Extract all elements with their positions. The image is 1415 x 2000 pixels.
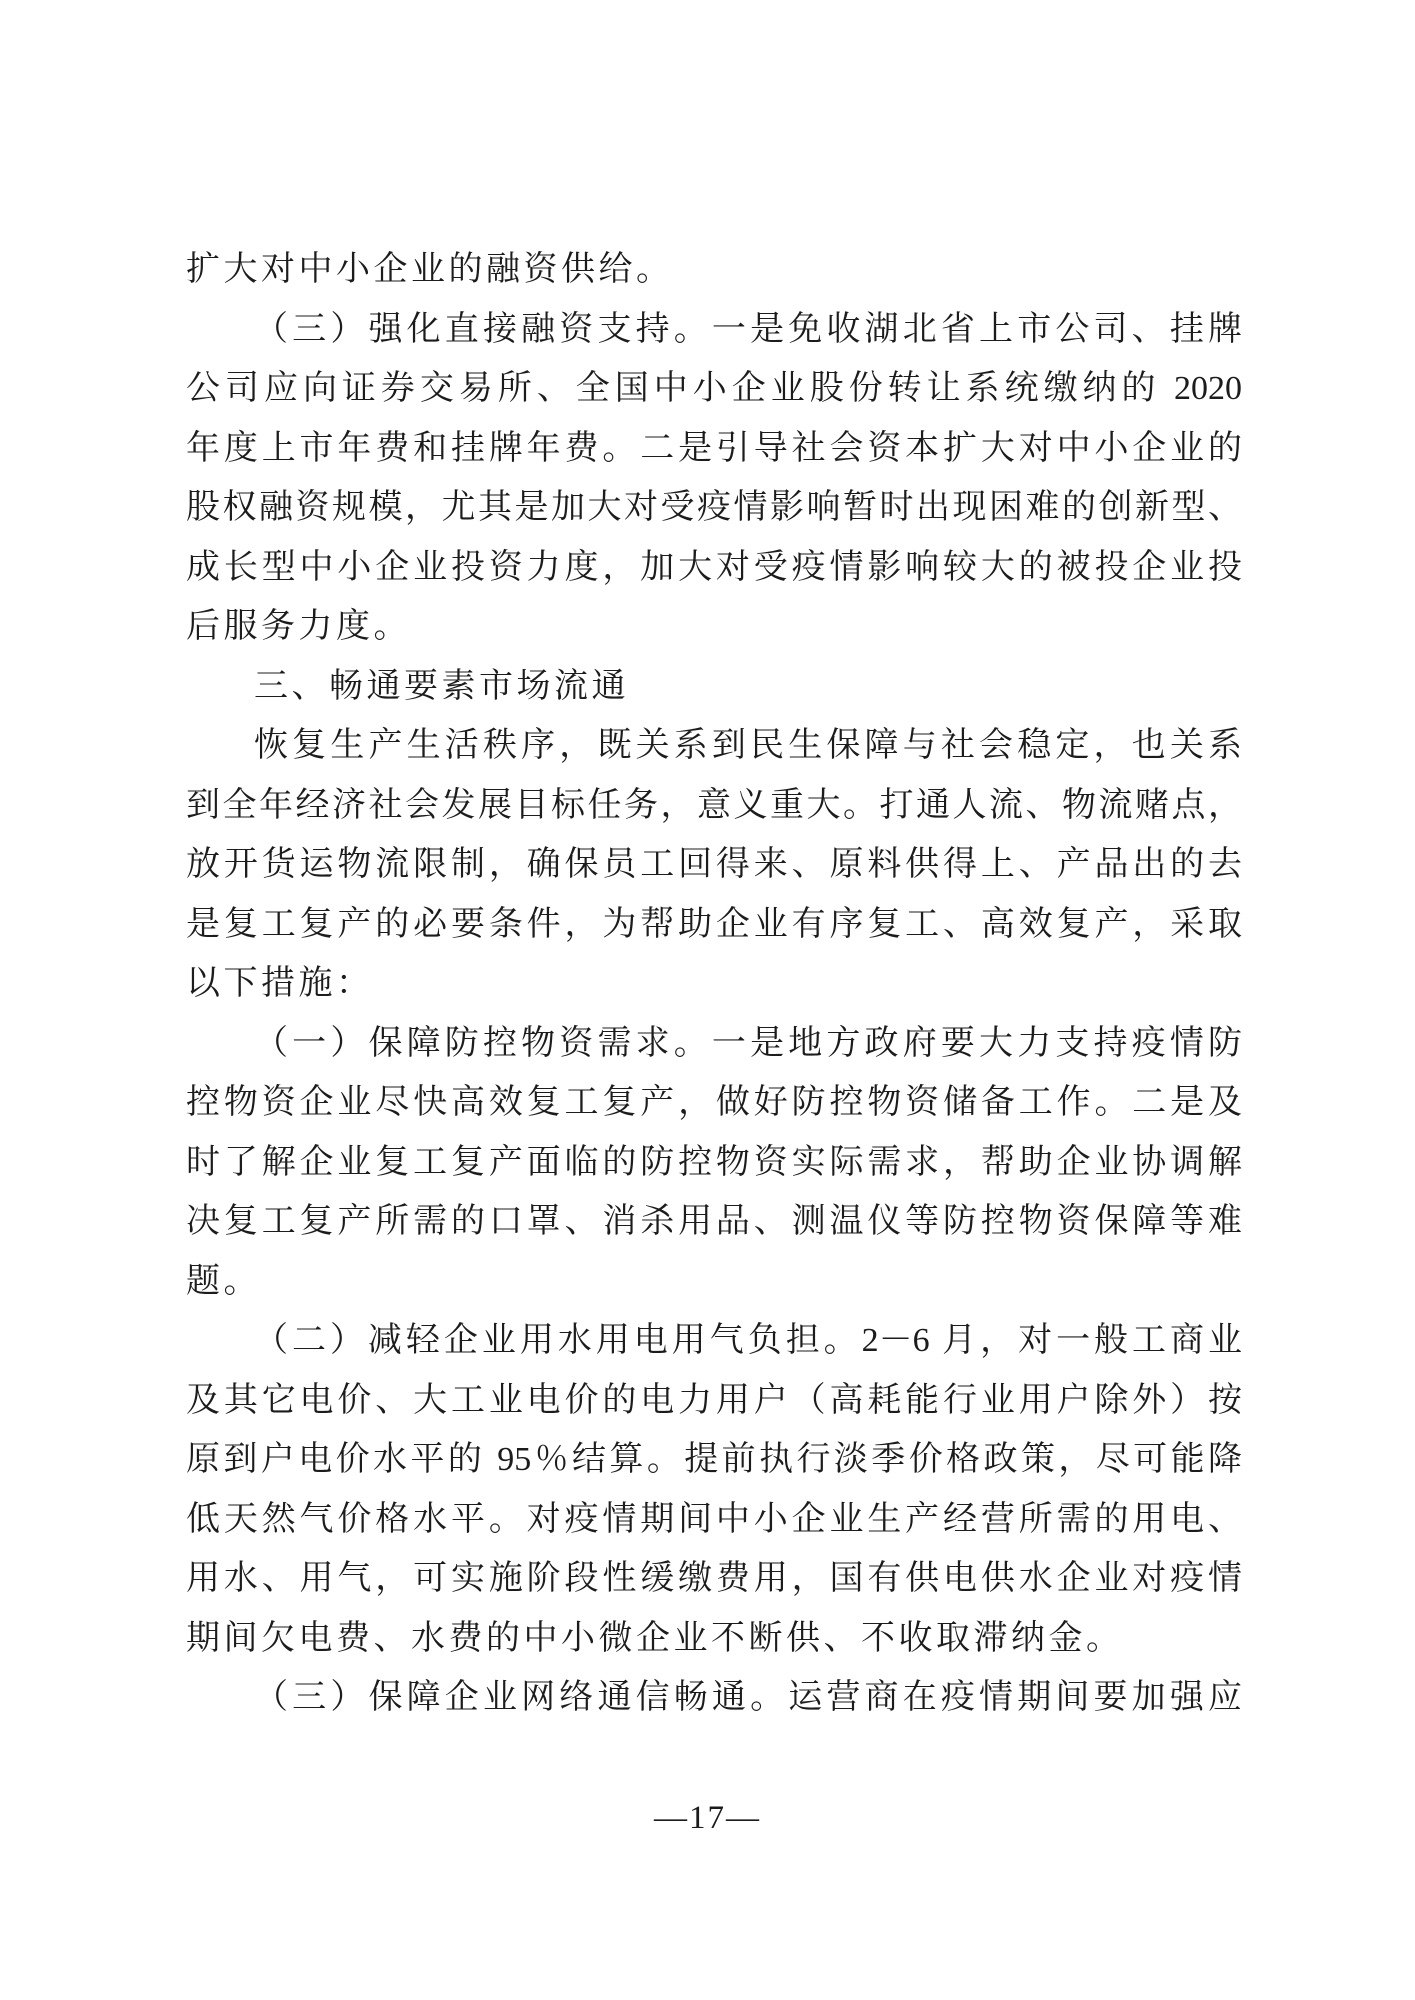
text-line: 后服务力度。 bbox=[186, 608, 411, 645]
text-line: 以下措施： bbox=[186, 965, 374, 1002]
document-body bbox=[186, 240, 1242, 1728]
text-line: （一）保障防控物资需求。一是地方政府要大力支持疫情防 bbox=[254, 1024, 1242, 1062]
text-line: 是复工复产的必要条件，为帮助企业有序复工、高效复产，采取 bbox=[186, 905, 1242, 943]
text-line: （三）强化直接融资支持。一是免收湖北省上市公司、挂牌 bbox=[254, 310, 1242, 348]
text-line: （二）减轻企业用水用电用气负担。2－6 月，对一般工商业 bbox=[254, 1322, 1242, 1359]
text-line: 股权融资规模，尤其是加大对受疫情影响暂时出现困难的创新型、 bbox=[186, 489, 1242, 526]
text-line: 用水、用气，可实施阶段性缓缴费用，国有供电供水企业对疫情 bbox=[186, 1560, 1242, 1597]
text-line: 期间欠电费、水费的中小微企业不断供、不收取滞纳金。 bbox=[186, 1619, 1124, 1657]
section-heading: 三、畅通要素市场流通 bbox=[254, 667, 629, 705]
text-line: 成长型中小企业投资力度，加大对受疫情影响较大的被投企业投 bbox=[186, 548, 1242, 586]
text-line: 原到户电价水平的 95％结算。提前执行淡季价格政策，尽可能降 bbox=[186, 1441, 1242, 1478]
text-line: 放开货运物流限制，确保员工回得来、原料供得上、产品出的去 bbox=[186, 846, 1242, 883]
text-line: 决复工复产所需的口罩、消杀用品、测温仪等防控物资保障等难 bbox=[186, 1203, 1242, 1240]
text-line: 公司应向证券交易所、全国中小企业股份转让系统缴纳的 2020 bbox=[186, 370, 1242, 407]
text-line: 及其它电价、大工业电价的电力用户（高耗能行业用户除外）按 bbox=[186, 1381, 1242, 1419]
text-line: 恢复生产生活秩序，既关系到民生保障与社会稳定，也关系 bbox=[254, 727, 1242, 764]
text-line: 到全年经济社会发展目标任务，意义重大。打通人流、物流赌点， bbox=[186, 786, 1242, 824]
text-line: 时了解企业复工复产面临的防控物资实际需求，帮助企业协调解 bbox=[186, 1143, 1242, 1181]
text-line: 年度上市年费和挂牌年费。二是引导社会资本扩大对中小企业的 bbox=[186, 429, 1242, 467]
text-line: 扩大对中小企业的融资供给。 bbox=[186, 251, 674, 288]
text-line: 题。 bbox=[186, 1262, 261, 1300]
text-line: 低天然气价格水平。对疫情期间中小企业生产经营所需的用电、 bbox=[186, 1500, 1242, 1538]
text-line: （三）保障企业网络通信畅通。运营商在疫情期间要加强应 bbox=[254, 1679, 1242, 1716]
text-line: 控物资企业尽快高效复工复产，做好防控物资储备工作。二是及 bbox=[186, 1084, 1242, 1121]
page-number: —17— bbox=[654, 1800, 761, 1836]
